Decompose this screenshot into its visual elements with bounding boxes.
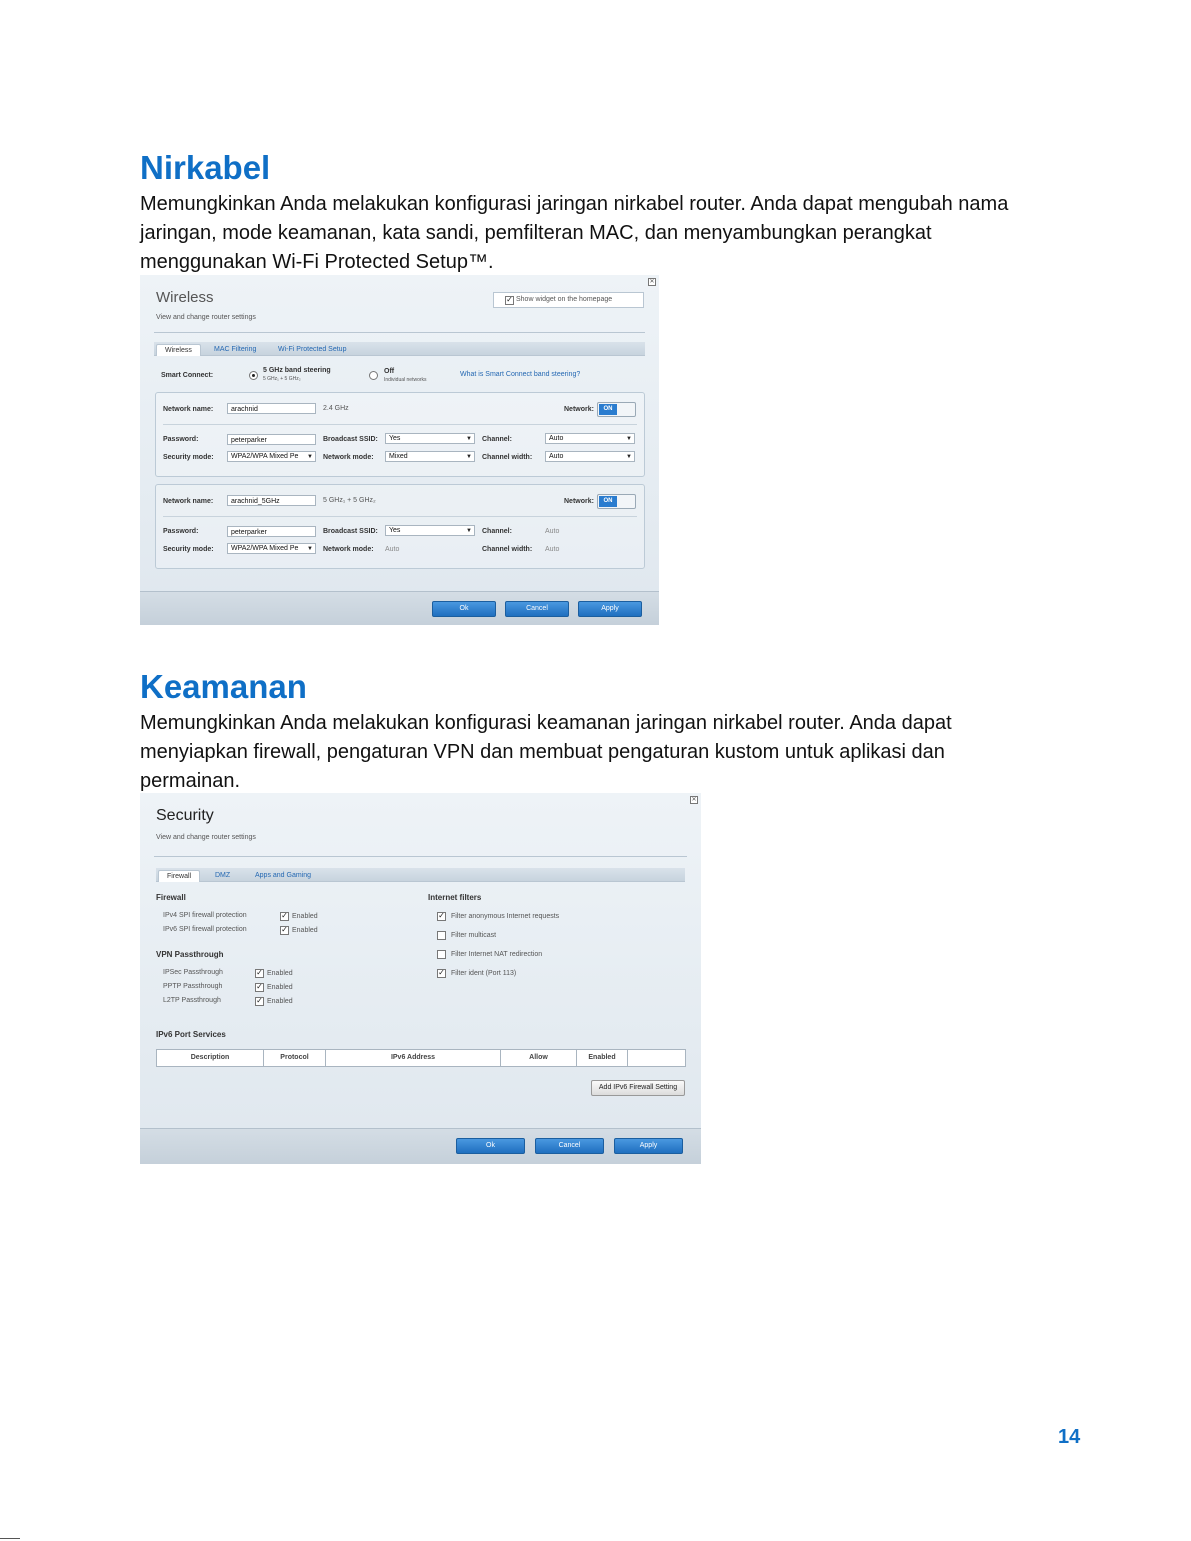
smart-connect-help-link[interactable]: What is Smart Connect band steering? bbox=[460, 371, 581, 378]
l2tp-label: L2TP Passthrough bbox=[163, 997, 221, 1004]
page-number: 14 bbox=[1058, 1426, 1081, 1448]
channel-width-value: Auto bbox=[545, 546, 560, 553]
filter-ident-label: Filter ident (Port 113) bbox=[451, 970, 517, 977]
network-name-label: Network name: bbox=[163, 498, 214, 505]
ipv6-port-services-heading: IPv6 Port Services bbox=[156, 1030, 226, 1039]
tab-wireless[interactable]: Wireless bbox=[156, 344, 201, 356]
panel-subtitle: View and change router settings bbox=[156, 314, 256, 321]
tab-apps-gaming[interactable]: Apps and Gaming bbox=[255, 872, 312, 879]
channel-width-select[interactable]: Auto ▼ bbox=[545, 451, 635, 462]
cancel-button[interactable]: Cancel bbox=[505, 601, 569, 617]
wireless-screenshot bbox=[140, 275, 659, 625]
network-mode-label: Network mode: bbox=[323, 454, 374, 461]
ok-button[interactable]: Ok bbox=[456, 1138, 525, 1154]
broadcast-ssid-label: Broadcast SSID: bbox=[323, 528, 378, 535]
para-line: permainan. bbox=[140, 770, 241, 792]
checkbox-icon[interactable] bbox=[437, 950, 446, 959]
chevron-down-icon: ▼ bbox=[307, 454, 313, 460]
ipv6-port-table bbox=[156, 1049, 686, 1067]
checkbox-checked-icon[interactable]: ✓ bbox=[256, 982, 263, 991]
pptp-label: PPTP Passthrough bbox=[163, 983, 223, 990]
tab-dmz[interactable]: DMZ bbox=[215, 872, 231, 879]
broadcast-ssid-select[interactable]: Yes ▼ bbox=[385, 525, 475, 536]
password-input[interactable]: peterparker bbox=[227, 526, 316, 537]
password-label: Password: bbox=[163, 436, 199, 443]
para-line: menyiapkan firewall, pengaturan VPN dan membuat pengaturan kustom untuk aplikasi dan bbox=[140, 741, 945, 763]
footer-bar bbox=[140, 591, 659, 625]
vpn-heading: VPN Passthrough bbox=[156, 950, 224, 959]
channel-label: Channel: bbox=[482, 528, 512, 535]
ok-button[interactable]: Ok bbox=[432, 601, 496, 617]
checkbox-checked-icon[interactable]: ✓ bbox=[256, 996, 263, 1005]
security-mode-label: Security mode: bbox=[163, 546, 214, 553]
chevron-down-icon: ▼ bbox=[626, 436, 632, 442]
tab-mac-filtering[interactable]: MAC Filtering bbox=[214, 346, 257, 353]
checkbox-icon[interactable] bbox=[437, 931, 446, 940]
chevron-down-icon: ▼ bbox=[466, 528, 472, 534]
channel-width-label: Channel width: bbox=[482, 546, 533, 553]
network-toggle[interactable]: ON bbox=[597, 494, 636, 509]
tab-firewall[interactable]: Firewall bbox=[158, 870, 200, 882]
footer-line bbox=[0, 1538, 20, 1539]
panel-subtitle: View and change router settings bbox=[156, 834, 256, 841]
smart-connect-label: Smart Connect: bbox=[161, 372, 214, 379]
network-name-label: Network name: bbox=[163, 406, 214, 413]
column-header: IPv6 Address bbox=[326, 1050, 501, 1066]
para-line: jaringan, mode keamanan, kata sandi, pemfilteran MAC, dan menyambungkan perangkat bbox=[140, 222, 932, 244]
para-line: menggunakan Wi-Fi Protected Setup™. bbox=[140, 251, 494, 273]
column-header: Allow bbox=[501, 1050, 577, 1066]
network-label: Network: bbox=[564, 406, 594, 413]
off-label: Off bbox=[384, 368, 395, 375]
section-description bbox=[140, 190, 1070, 277]
enabled-label: Enabled bbox=[267, 998, 293, 1005]
filter-multicast-label: Filter multicast bbox=[451, 932, 497, 939]
chevron-down-icon: ▼ bbox=[466, 454, 472, 460]
network-toggle[interactable]: ON bbox=[597, 402, 636, 417]
checkbox-checked-icon[interactable]: ✓ bbox=[256, 968, 263, 977]
filter-anonymous-label: Filter anonymous Internet requests bbox=[451, 913, 560, 920]
security-mode-select[interactable]: WPA2/WPA Mixed Pe ▼ bbox=[227, 543, 316, 554]
off-sub: Individual networks bbox=[384, 377, 427, 383]
enabled-label: Enabled bbox=[267, 984, 293, 991]
network-mode-value: Auto bbox=[385, 546, 400, 553]
widget-label: Show widget on the homepage bbox=[516, 296, 613, 303]
chevron-down-icon: ▼ bbox=[307, 546, 313, 552]
tab-bar bbox=[154, 342, 645, 356]
enabled-label: Enabled bbox=[292, 927, 318, 934]
enabled-label: Enabled bbox=[292, 913, 318, 920]
network-label: Network: bbox=[564, 498, 594, 505]
panel-title: Security bbox=[156, 807, 214, 824]
apply-button[interactable]: Apply bbox=[614, 1138, 683, 1154]
filter-nat-label: Filter Internet NAT redirection bbox=[451, 951, 543, 958]
chevron-down-icon: ▼ bbox=[626, 454, 632, 460]
network-5ghz-box bbox=[155, 484, 645, 569]
channel-select[interactable]: Auto ▼ bbox=[545, 433, 635, 444]
security-mode-label: Security mode: bbox=[163, 454, 214, 461]
band-label: 2.4 GHz bbox=[323, 405, 349, 412]
section-description bbox=[140, 709, 1070, 796]
channel-label: Channel: bbox=[482, 436, 512, 443]
password-input[interactable]: peterparker bbox=[227, 434, 316, 445]
broadcast-ssid-label: Broadcast SSID: bbox=[323, 436, 378, 443]
security-mode-select[interactable]: WPA2/WPA Mixed Pe ▼ bbox=[227, 451, 316, 462]
checkbox-checked-icon[interactable]: ✓ bbox=[281, 911, 288, 920]
ipv4-firewall-label: IPv4 SPI firewall protection bbox=[163, 912, 247, 919]
apply-button[interactable]: Apply bbox=[578, 601, 642, 617]
ipv6-firewall-label: IPv6 SPI firewall protection bbox=[163, 926, 247, 933]
column-header: Enabled bbox=[577, 1050, 628, 1066]
tab-bar bbox=[156, 868, 685, 882]
divider bbox=[163, 516, 637, 517]
checkbox-checked-icon[interactable]: ✓ bbox=[438, 968, 445, 977]
band-label: 5 GHz₁ + 5 GHz₂ bbox=[323, 497, 376, 504]
close-icon[interactable]: ✕ bbox=[649, 279, 655, 285]
section-title-nirkabel: Nirkabel bbox=[140, 149, 271, 186]
checkbox-checked-icon[interactable]: ✓ bbox=[438, 911, 445, 920]
para-line: Memungkinkan Anda melakukan konfigurasi jaringan nirkabel router. Anda dapat mengubah nama bbox=[140, 193, 1009, 215]
chevron-down-icon: ▼ bbox=[466, 436, 472, 442]
ipsec-label: IPSec Passthrough bbox=[163, 969, 223, 976]
section-title-keamanan: Keamanan bbox=[140, 668, 307, 705]
band-steering-label: 5 GHz band steering bbox=[263, 367, 331, 374]
channel-value: Auto bbox=[545, 528, 560, 535]
network-mode-select[interactable]: Mixed ▼ bbox=[385, 451, 475, 462]
network-name-input[interactable]: arachnid bbox=[227, 403, 316, 414]
column-header: Description bbox=[157, 1050, 264, 1066]
firewall-heading: Firewall bbox=[156, 893, 186, 902]
checkbox-checked-icon[interactable]: ✓ bbox=[281, 925, 288, 934]
widget-toggle-box[interactable] bbox=[493, 292, 644, 308]
security-screenshot bbox=[140, 793, 701, 1164]
radio-off[interactable] bbox=[369, 371, 378, 380]
add-ipv6-firewall-button[interactable]: Add IPv6 Firewall Setting bbox=[591, 1080, 685, 1096]
radio-band-steering[interactable] bbox=[249, 371, 258, 380]
broadcast-ssid-select[interactable]: Yes ▼ bbox=[385, 433, 475, 444]
network-mode-label: Network mode: bbox=[323, 546, 374, 553]
internet-filters-heading: Internet filters bbox=[428, 893, 482, 902]
password-label: Password: bbox=[163, 528, 199, 535]
tab-wifi-protected-setup[interactable]: Wi-Fi Protected Setup bbox=[278, 346, 347, 353]
enabled-label: Enabled bbox=[267, 970, 293, 977]
network-24ghz-box bbox=[155, 392, 645, 477]
footer-bar bbox=[140, 1128, 701, 1164]
divider bbox=[154, 332, 645, 333]
divider bbox=[163, 424, 637, 425]
checkbox-checked-icon[interactable]: ✓ bbox=[506, 295, 513, 304]
panel-title: Wireless bbox=[156, 289, 214, 306]
column-header: Protocol bbox=[264, 1050, 326, 1066]
network-name-input[interactable]: arachnid_5GHz bbox=[227, 495, 316, 506]
band-steering-sub: 5 GHz₁ + 5 GHz₂ bbox=[263, 376, 301, 382]
close-icon[interactable]: ✕ bbox=[691, 797, 697, 803]
divider bbox=[154, 856, 687, 857]
para-line: Memungkinkan Anda melakukan konfigurasi keamanan jaringan nirkabel router. Anda dapat bbox=[140, 712, 952, 734]
channel-width-label: Channel width: bbox=[482, 454, 533, 461]
cancel-button[interactable]: Cancel bbox=[535, 1138, 604, 1154]
